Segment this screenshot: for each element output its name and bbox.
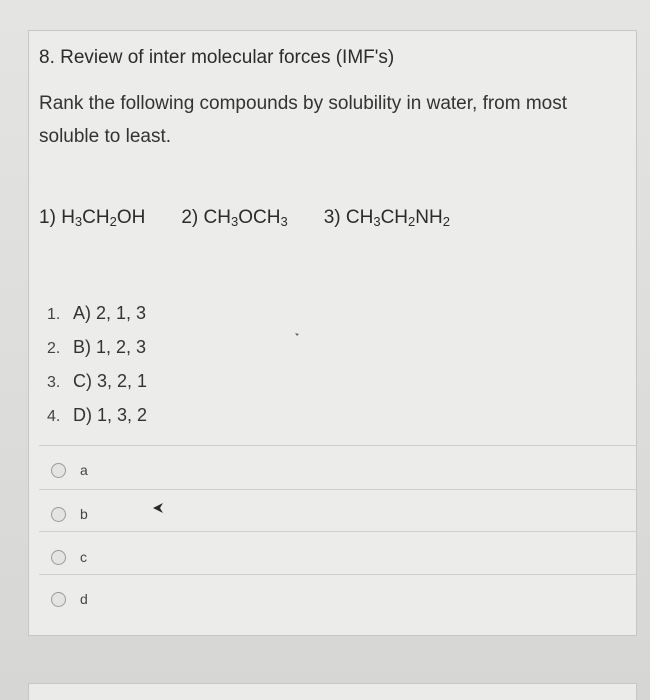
- compound-2: 2) $CH_3OCH_3$: [181, 207, 288, 229]
- divider: [39, 489, 637, 490]
- option-a-label: a: [80, 462, 88, 478]
- list-item: 1. A) 2, 1, 3: [47, 303, 147, 323]
- option-d-label: d: [80, 591, 88, 607]
- divider: [39, 445, 637, 446]
- list-item: 4. D) 1, 3, 2: [47, 405, 148, 425]
- question-card: [28, 30, 637, 636]
- option-c-label: c: [80, 549, 87, 565]
- radio-b[interactable]: [51, 507, 66, 522]
- option-b-label: b: [80, 506, 88, 522]
- question-title: 8. Review of inter molecular forces (IMF's): [39, 47, 395, 68]
- option-d[interactable]: [51, 588, 88, 610]
- option-c[interactable]: [51, 546, 87, 568]
- answer-choices-list: [47, 296, 147, 432]
- list-item: 2. B) 1, 2, 3: [47, 337, 147, 357]
- divider: [39, 531, 637, 532]
- next-question-card: [28, 683, 637, 700]
- divider: [39, 574, 637, 575]
- compound-list: [39, 207, 450, 229]
- mouse-cursor-icon: [151, 501, 165, 515]
- mark-icon: [294, 331, 300, 337]
- compound-3: 3) $CH_3CH_2NH_2$: [323, 207, 450, 229]
- question-prompt: Rank the following compounds by solubility in water, from most soluble to least.: [39, 93, 568, 147]
- option-a[interactable]: [51, 459, 88, 481]
- radio-a[interactable]: [51, 463, 66, 478]
- radio-d[interactable]: [51, 592, 66, 607]
- compound-1: 1) $H_3CH_2OH$: [39, 207, 146, 229]
- radio-c[interactable]: [51, 550, 66, 565]
- option-b[interactable]: [51, 503, 88, 525]
- list-item: 3. C) 3, 2, 1: [47, 371, 148, 391]
